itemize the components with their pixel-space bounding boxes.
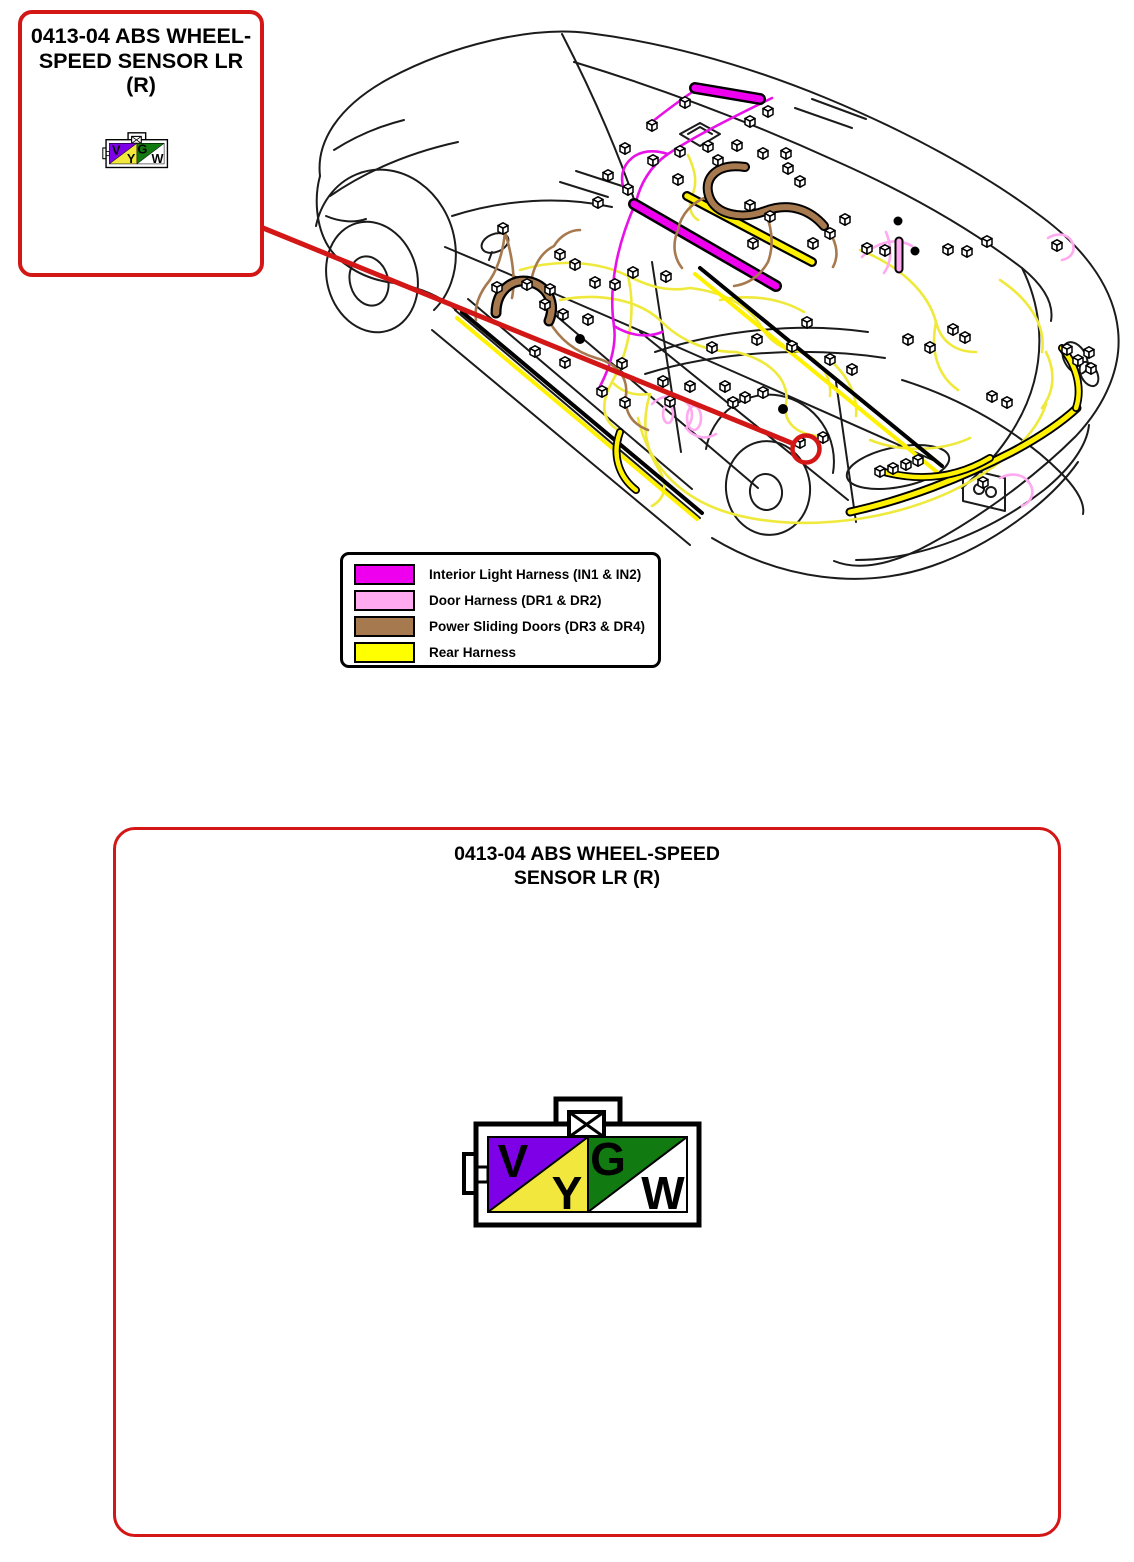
detail-title-line-1: 0413-04 ABS WHEEL-SPEED — [454, 843, 720, 865]
detail-title — [116, 843, 1058, 891]
callout-title-line-2: SPEED SENSOR LR — [38, 48, 244, 73]
car-body-outline — [313, 32, 1118, 579]
detail-box — [113, 827, 1061, 1537]
legend-swatch-rear-harness — [354, 642, 415, 663]
legend-item-rear-harness — [354, 640, 658, 665]
legend-swatch-door — [354, 590, 415, 611]
legend-item-door — [354, 588, 658, 613]
connector-pinout-diagram — [462, 1096, 744, 1245]
legend-label: Interior Light Harness (IN1 & IN2) — [429, 567, 642, 582]
legend-swatch-interior-light — [354, 564, 415, 585]
location-circle — [793, 436, 820, 463]
legend-item-interior-light — [354, 562, 658, 587]
legend-label: Power Sliding Doors (DR3 & DR4) — [429, 619, 646, 634]
detail-title-line-2: SENSOR LR (R) — [513, 866, 661, 889]
legend-label: Rear Harness — [429, 645, 517, 660]
legend-item-power-sliding-doors — [354, 614, 658, 639]
harness-legend — [340, 552, 661, 668]
callout-title-line-1: 0413-04 ABS WHEEL- — [30, 24, 252, 48]
door-harness-lines — [652, 232, 1074, 506]
legend-label: Door Harness (DR1 & DR2) — [429, 593, 602, 608]
callout-box — [18, 10, 264, 277]
callout-title-line-3: (R) — [126, 73, 156, 97]
connector-thumbnail-icon — [102, 132, 180, 173]
callout-title — [22, 24, 260, 98]
legend-swatch-power-sliding-doors — [354, 616, 415, 637]
